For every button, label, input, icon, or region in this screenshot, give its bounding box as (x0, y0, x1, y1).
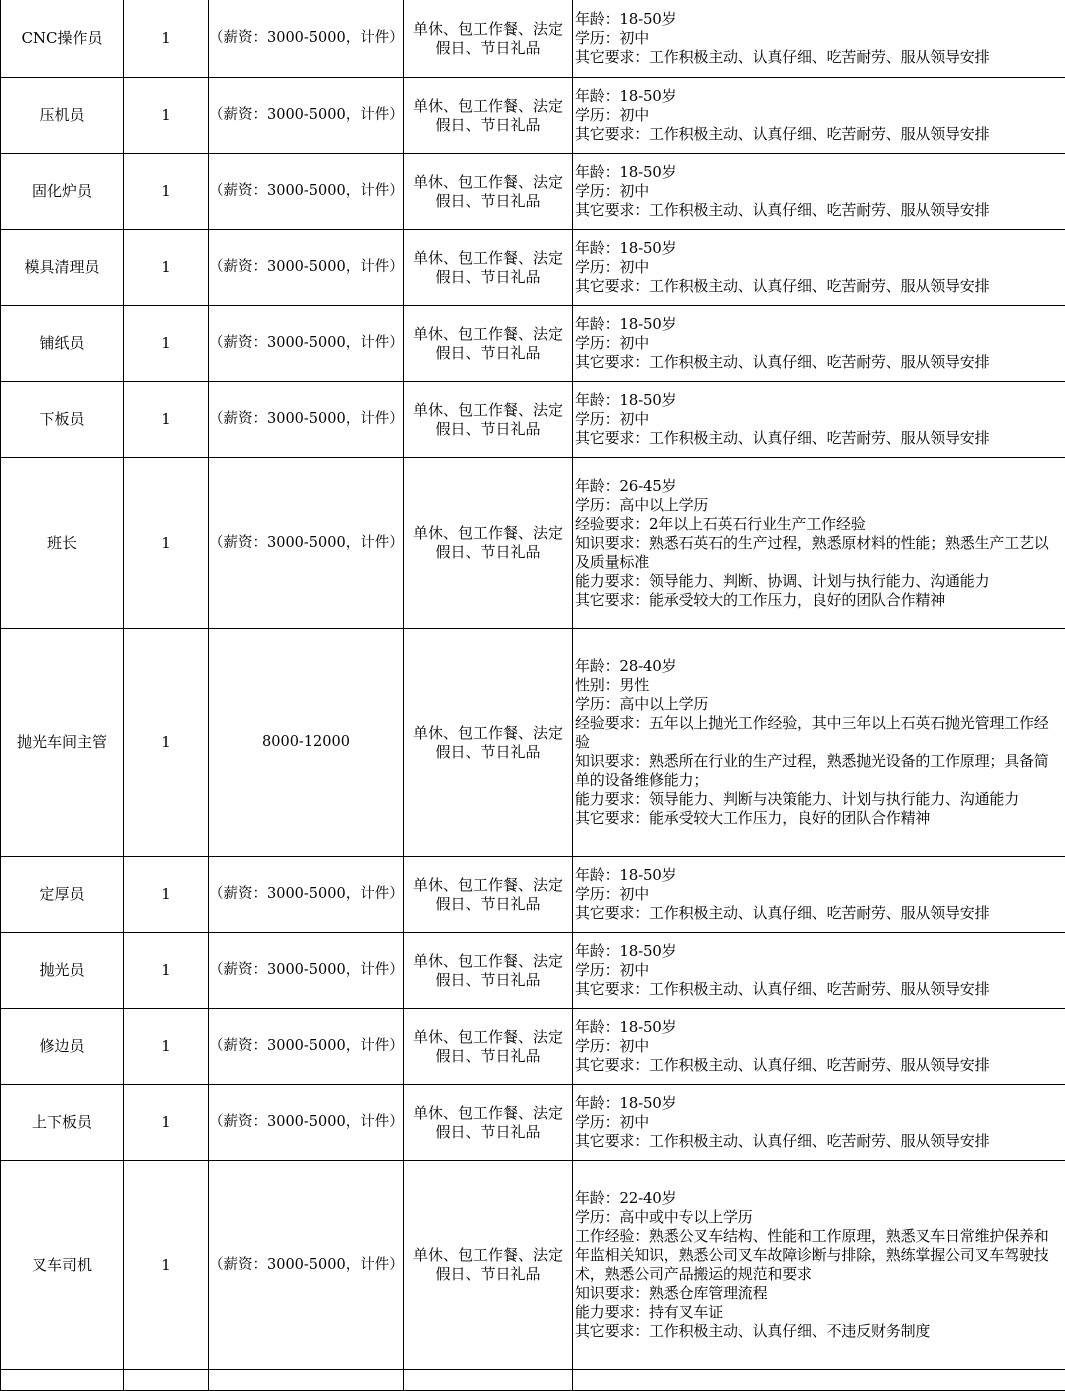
requirement-line: 知识要求：熟悉石英石的生产过程，熟悉原材料的性能；熟悉生产工艺以及质量标准 (575, 534, 1063, 572)
requirements-cell (573, 458, 1065, 629)
requirements-cell (573, 933, 1065, 1009)
requirement-line: 学历：初中 (575, 334, 1063, 353)
table-row (1, 306, 1065, 382)
requirements-cell (573, 154, 1065, 230)
requirement-line: 能力要求：持有叉车证 (575, 1303, 1063, 1322)
salary-cell: （薪资：3000-5000，计件） (209, 1009, 404, 1085)
requirement-line: 工作经验：熟悉公叉车结构、性能和工作原理，熟悉叉车日常维护保养和年监相关知识，熟悉公司叉车故障诊断与排除，熟练掌握公司叉车驾驶技术，熟悉公司产品搬运的规范和要求 (575, 1227, 1063, 1284)
table-row (1, 458, 1065, 629)
requirement-line: 学历：初中 (575, 885, 1063, 904)
benefits-cell: 单休、包工作餐、法定假日、节日礼品 (404, 154, 573, 230)
empty-cell (404, 1370, 573, 1391)
requirement-line: 经验要求：2年以上石英石行业生产工作经验 (575, 515, 1063, 534)
table-row (1, 857, 1065, 933)
position-cell: 修边员 (1, 1009, 124, 1085)
salary-cell: （薪资：3000-5000，计件） (209, 382, 404, 458)
table-row (1, 1009, 1065, 1085)
requirement-line: 学历：初中 (575, 258, 1063, 277)
requirement-line: 其它要求：工作积极主动、认真仔细、吃苦耐劳、服从领导安排 (575, 277, 1063, 296)
requirement-line: 性别：男性 (575, 676, 1063, 695)
requirement-line: 学历：高中以上学历 (575, 496, 1063, 515)
requirement-line: 年龄：18-50岁 (575, 1094, 1063, 1113)
position-cell: CNC操作员 (1, 0, 124, 78)
requirement-line: 年龄：18-50岁 (575, 87, 1063, 106)
requirement-line: 其它要求：工作积极主动、认真仔细、吃苦耐劳、服从领导安排 (575, 1056, 1063, 1075)
requirement-line: 年龄：18-50岁 (575, 239, 1063, 258)
empty-cell (573, 1370, 1065, 1391)
requirements-cell (573, 1161, 1065, 1370)
count-cell: 1 (124, 306, 209, 382)
count-cell: 1 (124, 458, 209, 629)
salary-cell: （薪资：3000-5000，计件） (209, 230, 404, 306)
salary-cell: （薪资：3000-5000，计件） (209, 1161, 404, 1370)
position-cell: 铺纸员 (1, 306, 124, 382)
requirement-line: 其它要求：能承受较大工作压力，良好的团队合作精神 (575, 809, 1063, 828)
requirement-line: 学历：初中 (575, 1113, 1063, 1132)
requirement-line: 年龄：18-50岁 (575, 163, 1063, 182)
requirement-line: 年龄：28-40岁 (575, 657, 1063, 676)
count-cell: 1 (124, 78, 209, 154)
requirement-line: 其它要求：工作积极主动、认真仔细、吃苦耐劳、服从领导安排 (575, 201, 1063, 220)
requirement-line: 学历：初中 (575, 1037, 1063, 1056)
table-row (1, 933, 1065, 1009)
benefits-cell: 单休、包工作餐、法定假日、节日礼品 (404, 1085, 573, 1161)
position-cell: 模具清理员 (1, 230, 124, 306)
requirement-line: 学历：初中 (575, 961, 1063, 980)
requirement-line: 年龄：18-50岁 (575, 391, 1063, 410)
requirement-line: 年龄：18-50岁 (575, 942, 1063, 961)
table-row (1, 1161, 1065, 1370)
empty-cell (209, 1370, 404, 1391)
requirement-line: 其它要求：工作积极主动、认真仔细、吃苦耐劳、服从领导安排 (575, 48, 1063, 67)
requirement-line: 其它要求：工作积极主动、认真仔细、吃苦耐劳、服从领导安排 (575, 125, 1063, 144)
requirements-cell (573, 382, 1065, 458)
table-row-partial (1, 1370, 1065, 1391)
table-row (1, 230, 1065, 306)
requirement-line: 学历：高中以上学历 (575, 695, 1063, 714)
position-cell: 下板员 (1, 382, 124, 458)
benefits-cell: 单休、包工作餐、法定假日、节日礼品 (404, 458, 573, 629)
salary-cell: （薪资：3000-5000，计件） (209, 0, 404, 78)
requirements-cell (573, 857, 1065, 933)
requirement-line: 其它要求：能承受较大的工作压力，良好的团队合作精神 (575, 591, 1063, 610)
requirement-line: 其它要求：工作积极主动、认真仔细、吃苦耐劳、服从领导安排 (575, 980, 1063, 999)
table-row (1, 78, 1065, 154)
position-cell: 压机员 (1, 78, 124, 154)
requirement-line: 年龄：18-50岁 (575, 1018, 1063, 1037)
count-cell: 1 (124, 382, 209, 458)
requirement-line: 年龄：18-50岁 (575, 10, 1063, 29)
salary-cell: （薪资：3000-5000，计件） (209, 306, 404, 382)
requirement-line: 其它要求：工作积极主动、认真仔细、吃苦耐劳、服从领导安排 (575, 904, 1063, 923)
requirement-line: 年龄：18-50岁 (575, 866, 1063, 885)
requirement-line: 其它要求：工作积极主动、认真仔细、吃苦耐劳、服从领导安排 (575, 1132, 1063, 1151)
benefits-cell: 单休、包工作餐、法定假日、节日礼品 (404, 78, 573, 154)
count-cell: 1 (124, 230, 209, 306)
empty-cell (1, 1370, 124, 1391)
table-row (1, 382, 1065, 458)
count-cell: 1 (124, 1161, 209, 1370)
requirement-line: 年龄：18-50岁 (575, 315, 1063, 334)
benefits-cell: 单休、包工作餐、法定假日、节日礼品 (404, 306, 573, 382)
benefits-cell: 单休、包工作餐、法定假日、节日礼品 (404, 1009, 573, 1085)
requirement-line: 学历：初中 (575, 182, 1063, 201)
requirement-line: 学历：高中或中专以上学历 (575, 1208, 1063, 1227)
salary-cell: （薪资：3000-5000，计件） (209, 458, 404, 629)
requirements-cell (573, 1085, 1065, 1161)
requirement-line: 其它要求：工作积极主动、认真仔细、吃苦耐劳、服从领导安排 (575, 353, 1063, 372)
requirements-cell (573, 0, 1065, 78)
requirement-line: 经验要求：五年以上抛光工作经验，其中三年以上石英石抛光管理工作经验 (575, 714, 1063, 752)
table-row (1, 0, 1065, 78)
position-cell: 班长 (1, 458, 124, 629)
requirement-line: 学历：初中 (575, 410, 1063, 429)
empty-cell (124, 1370, 209, 1391)
position-cell: 抛光员 (1, 933, 124, 1009)
position-cell: 上下板员 (1, 1085, 124, 1161)
requirement-line: 其它要求：工作积极主动、认真仔细、吃苦耐劳、服从领导安排 (575, 429, 1063, 448)
count-cell: 1 (124, 0, 209, 78)
benefits-cell: 单休、包工作餐、法定假日、节日礼品 (404, 629, 573, 857)
salary-cell: （薪资：3000-5000，计件） (209, 857, 404, 933)
requirement-line: 知识要求：熟悉仓库管理流程 (575, 1284, 1063, 1303)
benefits-cell: 单休、包工作餐、法定假日、节日礼品 (404, 1161, 573, 1370)
position-cell: 固化炉员 (1, 154, 124, 230)
requirement-line: 能力要求：领导能力、判断与决策能力、计划与执行能力、沟通能力 (575, 790, 1063, 809)
benefits-cell: 单休、包工作餐、法定假日、节日礼品 (404, 933, 573, 1009)
requirements-cell (573, 230, 1065, 306)
count-cell: 1 (124, 629, 209, 857)
requirements-cell (573, 78, 1065, 154)
position-cell: 叉车司机 (1, 1161, 124, 1370)
salary-cell: （薪资：3000-5000，计件） (209, 1085, 404, 1161)
salary-cell: （薪资：3000-5000，计件） (209, 933, 404, 1009)
benefits-cell: 单休、包工作餐、法定假日、节日礼品 (404, 857, 573, 933)
table-row (1, 1085, 1065, 1161)
requirement-line: 年龄：26-45岁 (575, 477, 1063, 496)
requirement-line: 知识要求：熟悉所在行业的生产过程，熟悉抛光设备的工作原理；具备简单的设备维修能力； (575, 752, 1063, 790)
table-row (1, 629, 1065, 857)
salary-cell: 8000-12000 (209, 629, 404, 857)
requirements-cell (573, 1009, 1065, 1085)
table-row (1, 154, 1065, 230)
requirement-line: 学历：初中 (575, 29, 1063, 48)
benefits-cell: 单休、包工作餐、法定假日、节日礼品 (404, 0, 573, 78)
requirement-line: 能力要求：领导能力、判断、协调、计划与执行能力、沟通能力 (575, 572, 1063, 591)
count-cell: 1 (124, 154, 209, 230)
requirements-cell (573, 629, 1065, 857)
benefits-cell: 单休、包工作餐、法定假日、节日礼品 (404, 230, 573, 306)
position-cell: 定厚员 (1, 857, 124, 933)
count-cell: 1 (124, 1085, 209, 1161)
position-cell: 抛光车间主管 (1, 629, 124, 857)
count-cell: 1 (124, 933, 209, 1009)
salary-cell: （薪资：3000-5000，计件） (209, 78, 404, 154)
benefits-cell: 单休、包工作餐、法定假日、节日礼品 (404, 382, 573, 458)
requirements-cell (573, 306, 1065, 382)
count-cell: 1 (124, 857, 209, 933)
requirement-line: 年龄：22-40岁 (575, 1189, 1063, 1208)
count-cell: 1 (124, 1009, 209, 1085)
requirement-line: 学历：初中 (575, 106, 1063, 125)
requirement-line: 其它要求：工作积极主动、认真仔细、不违反财务制度 (575, 1322, 1063, 1341)
salary-cell: （薪资：3000-5000，计件） (209, 154, 404, 230)
